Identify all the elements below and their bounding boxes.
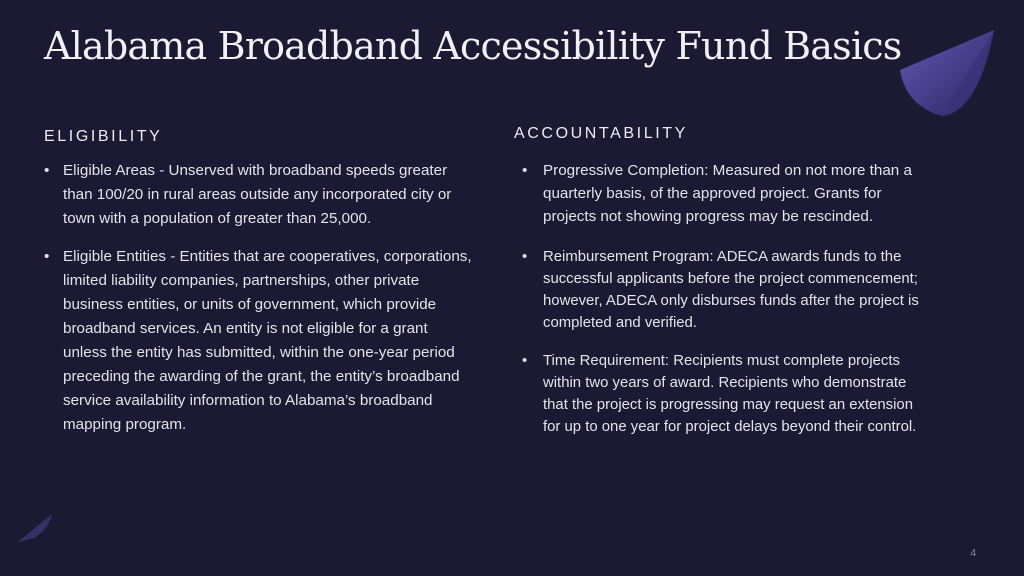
- accountability-item-reimbursement: [514, 246, 934, 334]
- eligibility-item-areas: [44, 159, 474, 231]
- accountability-item-progressive-completion: [514, 159, 934, 228]
- accountability-list: [514, 159, 934, 438]
- bullet-icon: •: [44, 248, 50, 265]
- cone-shape-decoration: [896, 26, 996, 126]
- eligibility-heading: ELIGIBILITY: [44, 128, 163, 145]
- bullet-icon: •: [522, 162, 528, 179]
- accountability-heading: ACCOUNTABILITY: [514, 125, 688, 142]
- small-shape-decoration: [14, 512, 54, 544]
- eligibility-item-entities: [44, 245, 474, 437]
- page-title: Alabama Broadband Accessibility Fund Basics: [44, 24, 902, 68]
- accountability-item-text: Time Requirement: Recipients must complete projects within two years of award. Recipients who demonstrate that the project is progressing may request an extension for up to one year for project delays beyond their control.: [543, 353, 917, 435]
- accountability-item-text: Progressive Completion: Measured on not more than a quarterly basis, of the approved project. Grants for projects not showing progress may be rescinded.: [543, 162, 912, 225]
- eligibility-item-text: Eligible Areas - Unserved with broadband speeds greater than 100/20 in rural areas outside any incorporated city or town with a population of greater than 25,000.: [63, 162, 452, 227]
- page-number: 4: [970, 548, 976, 559]
- accountability-item-text: Reimbursement Program: ADECA awards funds to the successful applicants before the project commencement; however, ADECA only disburses funds after the project is completed and verified.: [543, 249, 919, 331]
- bullet-icon: •: [522, 353, 528, 369]
- eligibility-item-text: Eligible Entities - Entities that are cooperatives, corporations, limited liability companies, partnerships, other private business entities, or units of government, which provide broadband services. An entity is not eligible for a grant unless the entity has submitted, within the one-year period preceding the awarding of the grant, the entity’s broadband service availability information to Alabama’s broadband mapping program.: [63, 248, 472, 433]
- eligibility-list: [44, 159, 474, 437]
- accountability-item-time-requirement: [514, 350, 934, 438]
- bullet-icon: •: [44, 162, 50, 179]
- bullet-icon: •: [522, 249, 528, 265]
